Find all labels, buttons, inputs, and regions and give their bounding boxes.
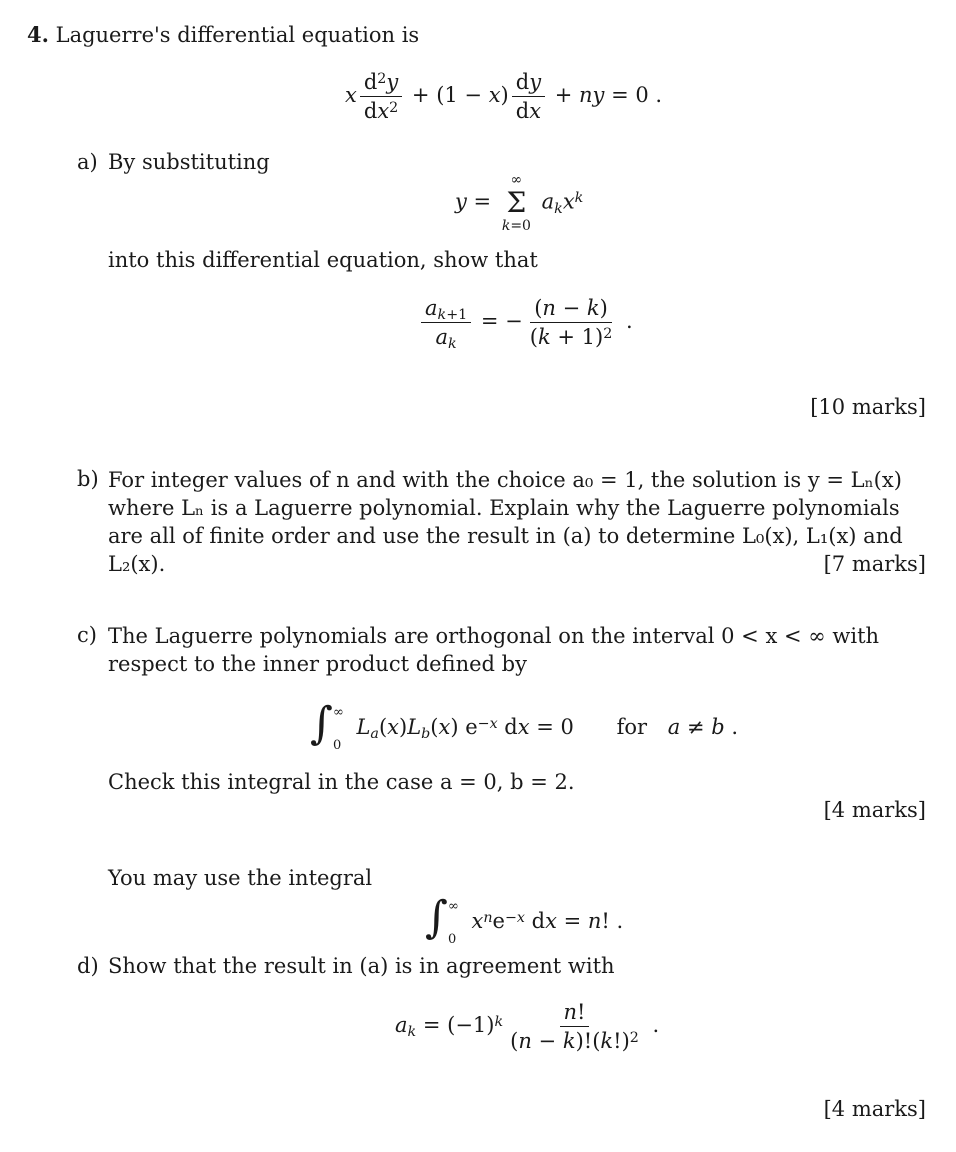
part-b-label: b) — [77, 467, 99, 491]
part-c-text2: Check this integral in the case a = 0, b = 2. — [108, 770, 575, 794]
part-b-text: For integer values of n and with the choice a₀ = 1, the solution is y = Lₙ(x) where Lₙ is a Laguerre polynomial. Explain why the Laguerre polynomials are all of finite order and use the result in (a) to determine L₀(x), L₁(x) and L₂(x). — [108, 468, 903, 576]
part-d-marks: [4 marks] — [823, 1097, 926, 1121]
part-c-marks: [4 marks] — [823, 798, 926, 822]
factorial-integral: ∫ ∞ 0 $x^ne^{-x}$ dx = n! . — [425, 892, 624, 947]
part-a-label: a) — [77, 150, 98, 174]
part-a-marks: [10 marks] — [810, 395, 926, 419]
recurrence-ratio: $\frac{a_{k+1}}{a_k}$ = − $\frac{(n - k)}{(k + 1)^2}$ . — [418, 296, 633, 349]
part-a-text2: into this differential equation, show that — [108, 248, 538, 272]
part-c-label: c) — [77, 623, 97, 647]
question-number: 4. — [27, 22, 49, 47]
question-header — [27, 22, 419, 47]
part-c-text1: The Laguerre polynomials are orthogonal on the interval 0 < x < ∞ with respect to the inner product defined by — [108, 624, 880, 676]
coefficient-formula: $a_k = (-1)^k$ $\frac{n!}{(n - k)!(k!)^2}$ . — [395, 1000, 660, 1054]
part-a-text1: By substituting — [108, 150, 270, 174]
orthogonality-integral: ∫ ∞ 0 $L_a(x)L_b(x)$ $e^{-x}$ dx = 0 for a ≠ b . — [310, 698, 739, 753]
part-c-hint: You may use the integral — [108, 866, 373, 890]
part-b-marks: [7 marks] — [823, 552, 926, 576]
equation-ode: x $\frac{d^2y}{dx^2}$ + (1 − x) $\frac{dy}{dx}$ + ny = 0 . — [345, 70, 663, 124]
series-substitution: y = ∞ Σ k=0 $a_kx^k$ — [455, 172, 584, 234]
part-d-text: Show that the result in (a) is in agreement with — [108, 954, 615, 978]
question-intro: Laguerre's differential equation is — [55, 23, 420, 47]
part-d-label: d) — [77, 954, 99, 978]
